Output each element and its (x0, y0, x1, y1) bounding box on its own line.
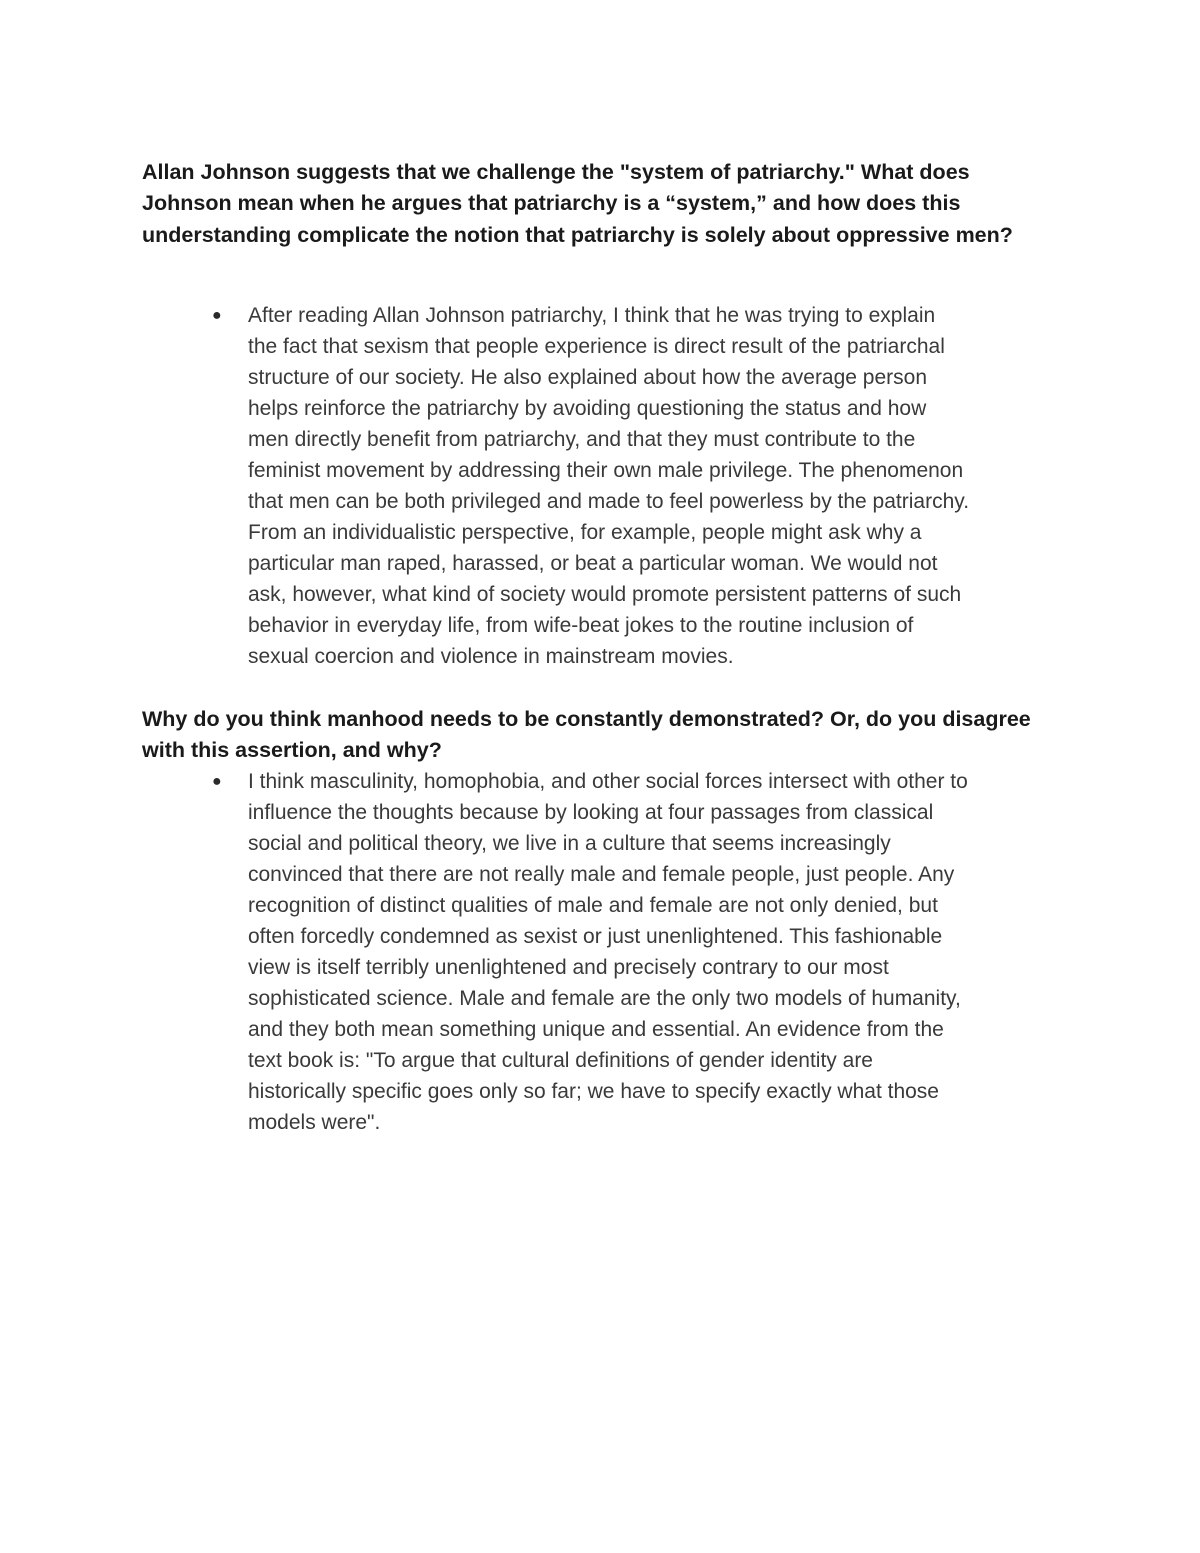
list-item (212, 300, 1072, 672)
answer-1-text: After reading Allan Johnson patriarchy, I think that he was trying to explain the fact that sexism that people experience is direct result of the patriarchal structure of our society. He also explained about how the average person helps reinforce the patriarchy by avoiding questioning the status and how men directly benefit from patriarchy, and that they must contribute to the feminist movement by addressing their own male privilege. The phenomenon that men can be both privileged and made to feel powerless by the patriarchy. From an individualistic perspective, for example, people might ask why a particular man raped, harassed, or beat a particular woman. We would not ask, however, what kind of society would promote persistent patterns of such behavior in everyday life, from wife-beat jokes to the routine inclusion of sexual coercion and violence in mainstream movies. (248, 304, 970, 668)
question-1-heading: Allan Johnson suggests that we challenge the "system of patriarchy." What does Johnson mean when he argues that patriarchy is a “system,” and how does this understanding complicate the notion that patriarchy is solely about oppressive men? (142, 160, 1013, 247)
question-2-heading: Why do you think manhood needs to be constantly demonstrated? Or, do you disagree with this assertion, and why? (142, 707, 1031, 763)
answer-1-list (212, 300, 1072, 672)
answer-2-text: I think masculinity, homophobia, and other social forces intersect with other to influence the thoughts because by looking at four passages from classical social and political theory, we live in a culture that seems increasingly convinced that there are not really male and female people, just people. Any recognition of distinct qualities of male and female are not only denied, but often forcedly condemned as sexist or just unenlightened. This fashionable view is itself terribly unenlightened and precisely contrary to our most sophisticated science. Male and female are the only two models of humanity, and they both mean something unique and essential. An evidence from the text book is: "To argue that cultural definitions of gender identity are historically specific goes only so far; we have to specify exactly what those models were". (248, 770, 968, 1134)
answer-2-list (212, 766, 1072, 1138)
list-item (212, 766, 1072, 1138)
bullet-icon: ● (212, 307, 222, 324)
bullet-icon: ● (212, 773, 222, 790)
